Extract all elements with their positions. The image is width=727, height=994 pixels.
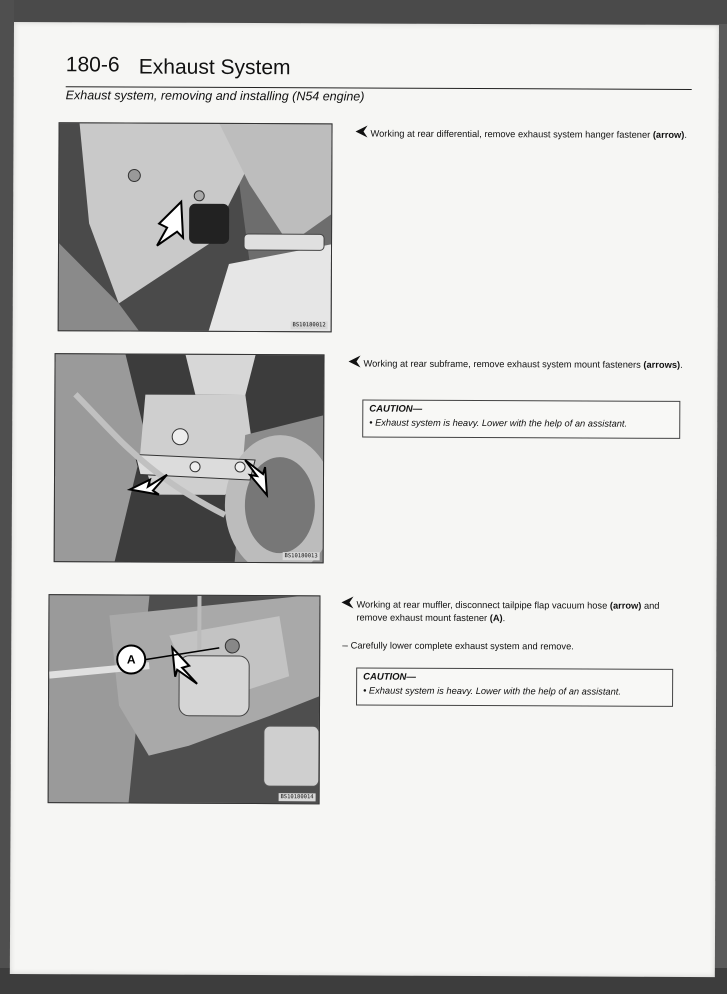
- page-title: Exhaust System: [138, 55, 291, 80]
- manual-page: [10, 22, 719, 977]
- arrow-pointer-icon: [346, 354, 362, 368]
- caution-text: • Exhaust system is heavy. Lower with the help of an assistant.: [369, 417, 628, 429]
- photo-code: BS10180014: [278, 793, 315, 801]
- photo-rear-differential: [58, 122, 333, 332]
- callout-label-a: A: [126, 652, 136, 667]
- step-rear-muffler: Working at rear muffler, disconnect tailpipe flap vacuum hose (arrow) and remove exhaust mount fastener (A).: [356, 598, 676, 625]
- dash-bullet: –: [342, 640, 348, 652]
- step-lower-system: – Carefully lower complete exhaust system and remove.: [342, 640, 574, 652]
- photo-code: BS10180013: [283, 552, 320, 560]
- page-number: 180-6: [65, 53, 120, 77]
- arrow-pointer-icon: [353, 124, 369, 138]
- step-rear-subframe: Working at rear subframe, remove exhaust system mount fasteners (arrows).: [363, 358, 688, 372]
- photo-rear-subframe: [54, 353, 325, 563]
- scan-border-top: [0, 0, 727, 24]
- section-subtitle: Exhaust system, removing and installing (N54 engine): [65, 88, 365, 104]
- photo-code: BS10180012: [291, 321, 328, 329]
- caution-text: • Exhaust system is heavy. Lower with the help of an assistant.: [363, 685, 621, 697]
- caution-title: CAUTION—: [363, 671, 416, 683]
- caution-box: [362, 400, 680, 439]
- caution-box: [356, 667, 673, 706]
- arrow-pointer-icon: [339, 595, 355, 609]
- photo-rear-muffler: [48, 594, 321, 804]
- caution-title: CAUTION—: [369, 403, 423, 415]
- step-rear-differential: Working at rear differential, remove exhaust system hanger fastener (arrow).: [370, 128, 690, 142]
